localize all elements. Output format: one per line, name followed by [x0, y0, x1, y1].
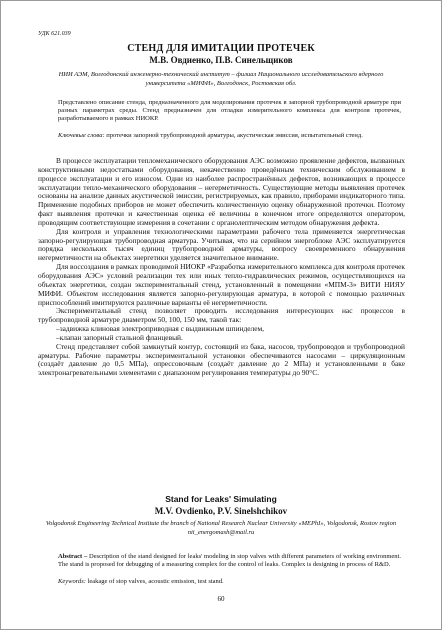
- paper-title: СТЕНД ДЛЯ ИМИТАЦИИ ПРОТЕЧЕК: [127, 43, 315, 54]
- english-keywords-label: Keywords:: [58, 578, 86, 585]
- body-paragraph-5: Стенд представляет собой замкнутый контур, состоящий из бака, насосов, трубопроводов и трубопроводной арматуры. Рабочие параметры экспериментальной установки обеспечиваются насосами – циркуляционным (создаёт давление до 0,5 МПа), опрессовочным (создаёт давление до 2 МПа) и установленными в баке электронагревательными элементами с диапазоном регулирования температуры до 90°С.: [38, 341, 405, 378]
- body-paragraph-2: Для контроля и управления технологическими параметрами рабочего тела применяется энергетическая запорно-регулирующая трубопроводная арматура. Учитывая, что на серийном энергоблоке АЭС эксплуатируется порядка нескольких тысяч единиц трубопроводной арматуры, вопросу своевременного обнаружения негерметичности на объектах энергетики уделяется значительное внимание.: [38, 226, 405, 263]
- english-affiliation: Volgodonsk Engineering Technical Institute the branch of National Research Nuclear University «MEPhI», Volgodonsk, Rostov region: [45, 520, 397, 527]
- paper-body: [38, 157, 405, 378]
- keywords-text: протечки запорной трубопроводной арматуры, акустическая эмиссия, испытательный стенд.: [106, 132, 363, 139]
- english-abstract-label: Abstract –: [58, 553, 88, 560]
- english-affiliation-block: [31, 519, 411, 537]
- english-title: Stand for Leaks' Simulating: [165, 494, 277, 504]
- body-list-item-1: –задвижка клиновая электроприводная с выдвижным шпинделем,: [56, 324, 265, 334]
- author-email: nii_energomash@mail.ru: [187, 529, 255, 536]
- body-list-item-2: –клапан запорный стальной фланцевый.: [56, 332, 183, 342]
- english-keywords: [58, 578, 401, 586]
- english-abstract-text: Description of the stand designed for leaks' modeling in stop valves with different parameters of working environment. The stand is proposed for debugging of a measuring complex for the control of leaks. Complex is designing in process of R&D.: [58, 553, 401, 569]
- english-authors: M.V. Ovdienko, P.V. Sinelshchikov: [154, 506, 288, 516]
- udk-code: УДК 621.039: [38, 31, 71, 37]
- english-keywords-text: leakage of stop valves, acoustic emission, test stand.: [87, 578, 224, 585]
- paper-abstract: Представлено описание стенда, предназначенного для моделирования протечек в запорной трубопроводной арматуре при разных параметрах среды. Стенд предназначен для отладки измерительного комплекса для контроля протечек, разработываемого в рамках НИОКР.: [58, 99, 401, 123]
- paper-keywords: [58, 132, 401, 140]
- keywords-label: Ключевые слова:: [58, 132, 105, 139]
- paper-authors: М.В. Овдиенко, П.В. Синельщиков: [149, 55, 293, 65]
- body-paragraph-4: Экспериментальный стенд позволяет проводить исследования интересующих нас процессов в трубопроводной арматуре диаметром 50, 100, 150 мм, такой так:: [38, 306, 405, 325]
- body-paragraph-1: В процессе эксплуатации тепломеханического оборудования АЭС возможно проявление дефектов, вызванных конструктивными недостатками оборудования, некачественно проведённым техническим обслуживанием в процессе эксплуатации и его износом. Одни из наиболее распространённых дефектов, возникающих в процессе эксплуатации тепло-механического оборудования – негерметичность. Существующие методы выявления протечек основаны на анализе данных акустической эмиссии, регистрируемых, как правило, приборами индикаторного типа. Применение подобных приборов не может обеспечить количественную оценку обнаруженной протечки. Поэтому факт выявления протечки и качественная оценка её величины в конечном итоге определяются оператором, проводящим соответствующие измерения в сочетании с органолептическим методом обнаружения дефекта.: [38, 156, 405, 227]
- english-abstract: [58, 553, 401, 569]
- page-number: 60: [217, 595, 225, 603]
- paper-affiliation: НИИ АЭМ, Волгодонский инженерно-технический институт – филиал Национального исследовательского ядерного университета «МИФИ», Волгодонск, Ростовская обл.: [58, 71, 384, 87]
- body-paragraph-3: Для воссоздания в рамках проводимой НИОКР «Разработка измерительного комплекса для контроля протечек оборудования АЭС» условий реализации тех или иных тепло-гидравлических режимов, осуществляющихся на объектах энергетики, создан экспериментальный стенд, установленный в помещении «МПМ-3» ВИТИ НИЯУ МИФИ. Объектом исследования является запорно-регулирующая арматура, в которой с помощью различных приспособлений имитируются различные варианты её негерметичности.: [38, 262, 405, 307]
